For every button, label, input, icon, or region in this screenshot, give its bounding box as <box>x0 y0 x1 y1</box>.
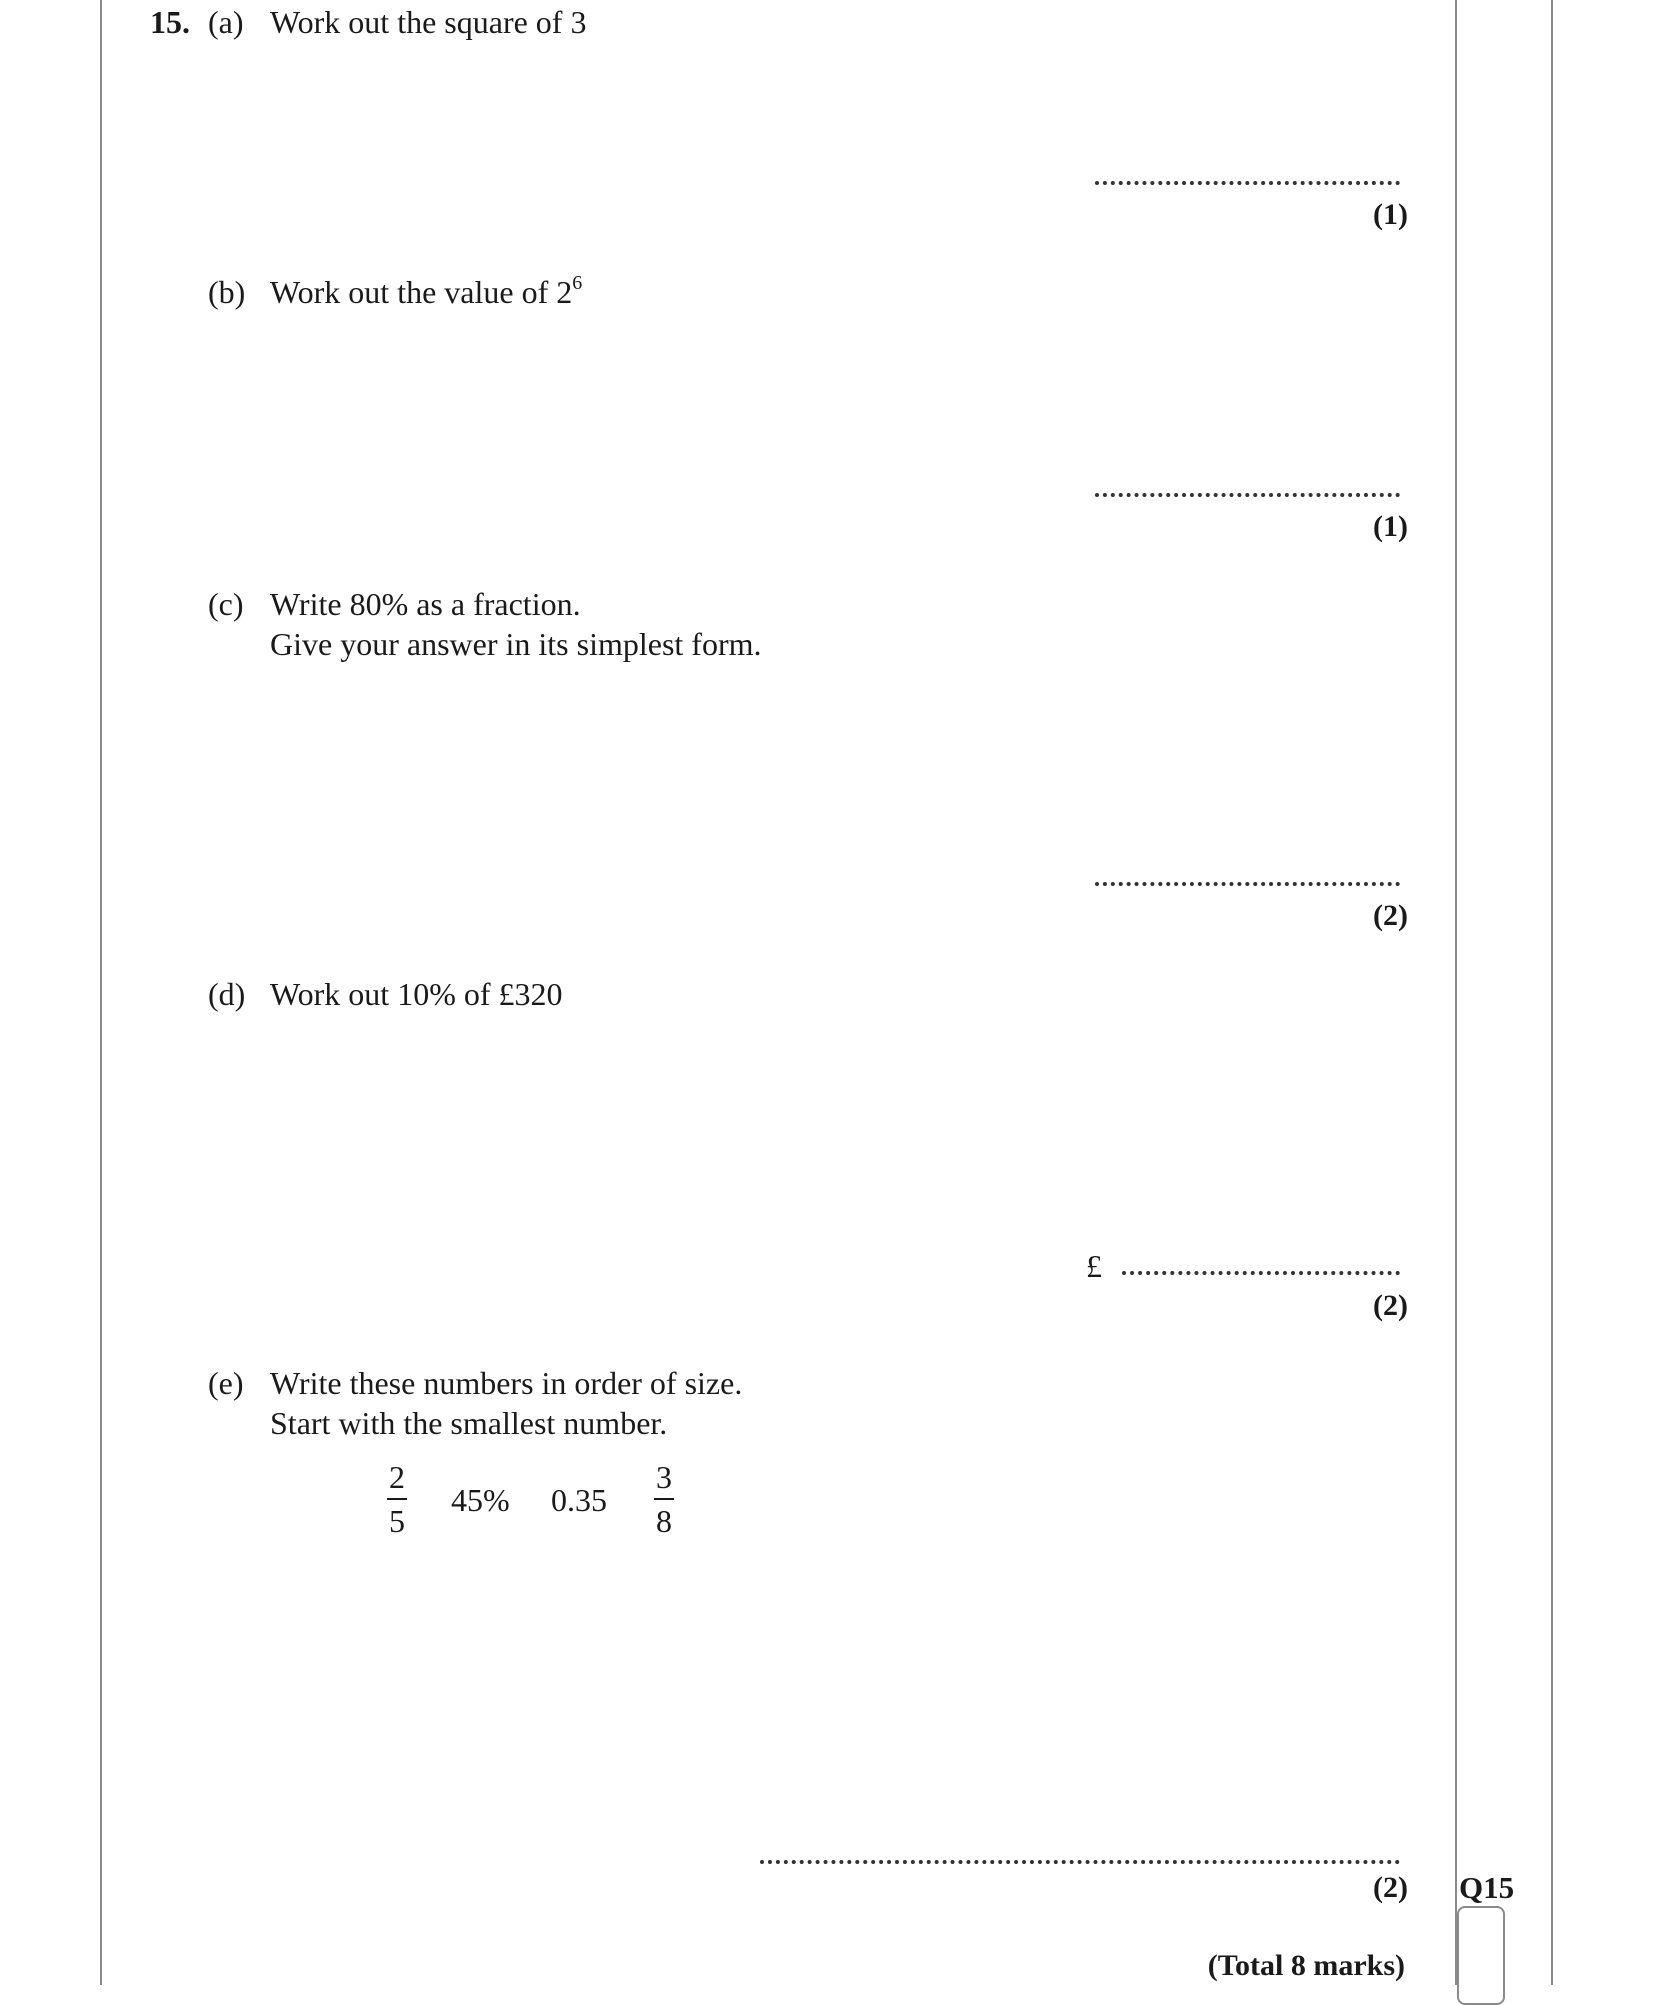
left-margin-rule <box>100 0 102 1985</box>
part-c-marks: (2) <box>1373 899 1408 932</box>
part-d-pound-sign: £ <box>1086 1248 1102 1284</box>
part-e-answer-line[interactable] <box>760 1860 1400 1864</box>
number-percent: 45% <box>451 1482 510 1518</box>
outer-margin-rule <box>1551 0 1553 1985</box>
part-a-label: (a) <box>208 4 244 40</box>
fraction-bar <box>654 1498 674 1500</box>
fraction-three-eighths <box>652 1460 676 1538</box>
part-a-text: Work out the square of 3 <box>270 4 587 40</box>
part-d-text: Work out 10% of £320 <box>270 976 563 1012</box>
part-c-text-line2: Give your answer in its simplest form. <box>270 626 762 662</box>
fraction-denominator: 8 <box>656 1503 672 1539</box>
part-d-marks: (2) <box>1373 1289 1408 1322</box>
part-e-marks: (2) <box>1373 1871 1408 1904</box>
part-e-text-line2: Start with the smallest number. <box>270 1405 668 1441</box>
part-b-answer-line[interactable] <box>1095 493 1400 497</box>
fraction-numerator: 2 <box>389 1459 405 1495</box>
fraction-denominator: 5 <box>389 1503 405 1539</box>
right-margin-rule <box>1455 0 1457 1985</box>
examiner-mark-box <box>1457 1906 1505 2005</box>
part-c-answer-line[interactable] <box>1095 882 1400 886</box>
part-e-label: (e) <box>208 1365 244 1401</box>
fraction-bar <box>387 1498 407 1500</box>
fraction-numerator: 3 <box>656 1459 672 1495</box>
part-b-label: (b) <box>208 274 246 310</box>
fraction-two-fifths <box>385 1460 409 1538</box>
total-marks: (Total 8 marks) <box>1207 1949 1405 1982</box>
part-e-text-line1: Write these numbers in order of size. <box>270 1365 743 1401</box>
part-b-exponent: 6 <box>572 272 583 294</box>
part-d-answer-line[interactable] <box>1122 1271 1400 1275</box>
part-c-label: (c) <box>208 586 244 622</box>
part-b-marks: (1) <box>1373 510 1408 543</box>
question-number: 15. <box>150 4 190 40</box>
number-decimal: 0.35 <box>551 1482 607 1518</box>
question-reference: Q15 <box>1459 1870 1515 1905</box>
part-b-text <box>270 272 582 312</box>
part-a-marks: (1) <box>1373 198 1408 231</box>
part-d-label: (d) <box>208 976 246 1012</box>
part-a-answer-line[interactable] <box>1095 181 1400 185</box>
part-c-text-line1: Write 80% as a fraction. <box>270 586 581 622</box>
part-b-text-main: Work out the value of 2 <box>270 274 573 310</box>
